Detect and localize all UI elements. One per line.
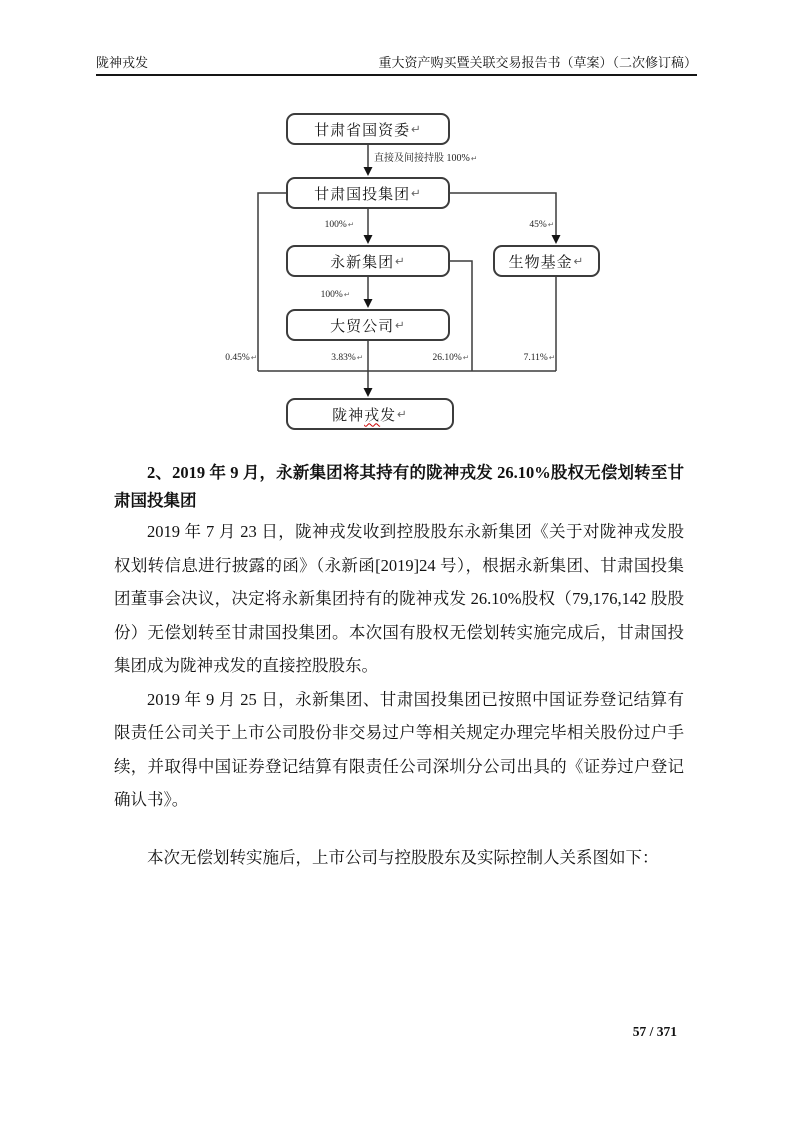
paragraph-transfer-decision: 2019 年 7 月 23 日，陇神戎发收到控股股东永新集团《关于对陇神戎发股权划转信息进行披露的函》（永新函[2019]24 号），根据永新集团、甘肃国投集团董事会决议，决定将永新集团持有的陇神戎发 26.10%股权（79,176,142 股股份）无偿划转至甘肃国投集团。本次国有股权无偿划转实施完成后，甘肃国投集团成为陇神戎发的直接控股股东。 [114, 522, 684, 675]
paragraph-mark-icon: ↵ [462, 353, 469, 362]
edge-label-100-mid-text: 100% [320, 290, 343, 300]
node-gansu-guotou-label: 甘肃国投集团 [314, 186, 411, 203]
node-longshen-rongfa [286, 398, 454, 430]
node-gansu-sasac [286, 113, 450, 145]
edge-label-711-text: 7.11% [523, 353, 548, 363]
node-yongxin-group [286, 245, 450, 277]
section-heading: 2、2019 年 9 月，永新集团将其持有的陇神戎发 26.10%股权无偿划转至甘肃国投集团 [114, 463, 684, 510]
node-yongxin-label: 永新集团 [330, 254, 395, 271]
edge-label-45 [510, 219, 554, 231]
header-full-title: 重大资产购买暨关联交易报告书（草案）（二次修订稿） [378, 55, 697, 70]
paragraph-mark-icon: ↵ [547, 220, 554, 229]
node-bio-fund-label: 生物基金 [508, 254, 573, 271]
node-bio-fund [493, 245, 600, 277]
body-text [114, 459, 684, 874]
edge-label-100-top [298, 219, 354, 231]
header-short-title: 陇神戎发 [96, 55, 149, 70]
paragraph-mark-icon: ↵ [470, 154, 478, 163]
edge-label-direct-holding [374, 153, 477, 165]
paragraph-mark-icon: ↵ [347, 220, 354, 229]
edge-label-383 [313, 352, 363, 364]
paragraph-transfer-completion: 2019 年 9 月 25 日，永新集团、甘肃国投集团已按照中国证券登记结算有限责任公司关于上市公司股份非交易过户等相关规定办理完毕相关股份过户手续，并取得中国证券登记结算有限责任公司深圳分公司出具的《证券过户登记确认书》。 [114, 689, 684, 809]
node-damao-company [286, 309, 450, 341]
edge-label-383-text: 3.83% [331, 353, 356, 363]
node-longshen-label-end: 发 [380, 407, 397, 424]
edge-label-direct-holding-text: 直接及间接持股 100% [374, 153, 470, 164]
paragraph-mark-icon: ↵ [395, 254, 406, 268]
paragraph-mark-icon: ↵ [548, 353, 555, 362]
node-gansu-guotou-group [286, 177, 450, 209]
paragraph-mark-icon: ↵ [343, 290, 350, 299]
edge-label-45-text: 45% [529, 220, 547, 230]
paragraph-mark-icon: ↵ [411, 186, 422, 200]
page-number: 57 / 371 [632, 1024, 677, 1039]
paragraph-mark-icon: ↵ [411, 122, 422, 136]
arrowhead-to-yongxin [364, 235, 373, 244]
arrowhead-to-damao [364, 299, 373, 308]
paragraph-mark-icon: ↵ [397, 407, 408, 421]
arrowhead-to-guotou [364, 167, 373, 176]
edge-label-045-text: 0.45% [225, 353, 250, 363]
paragraph-mark-icon: ↵ [573, 254, 585, 268]
node-longshen-label: 陇神 [332, 407, 365, 424]
arrowhead-to-biofund [552, 235, 561, 244]
spellcheck-wavy-text: 戎 [364, 407, 381, 424]
edge-label-2610 [409, 352, 469, 364]
edge-label-100-mid [294, 289, 350, 301]
paragraph-mark-icon: ↵ [356, 353, 363, 362]
edge-label-100-top-text: 100% [324, 220, 347, 230]
paragraph-mark-icon: ↵ [395, 318, 406, 332]
node-gansu-sasac-label: 甘肃省国资委 [314, 122, 411, 139]
page-header [96, 54, 697, 76]
paragraph-relationship-intro: 本次无偿划转实施后，上市公司与控股股东及实际控制人关系图如下： [147, 847, 659, 867]
arrowhead-to-longshen [364, 388, 373, 397]
node-damao-label: 大贸公司 [330, 318, 395, 335]
edge-label-045 [207, 352, 257, 364]
edge-label-2610-text: 26.10% [432, 353, 462, 363]
ownership-structure-diagram [0, 105, 793, 437]
paragraph-mark-icon: ↵ [250, 353, 257, 362]
edge-label-711 [505, 352, 555, 364]
edge-guotou-left-down [258, 193, 286, 371]
